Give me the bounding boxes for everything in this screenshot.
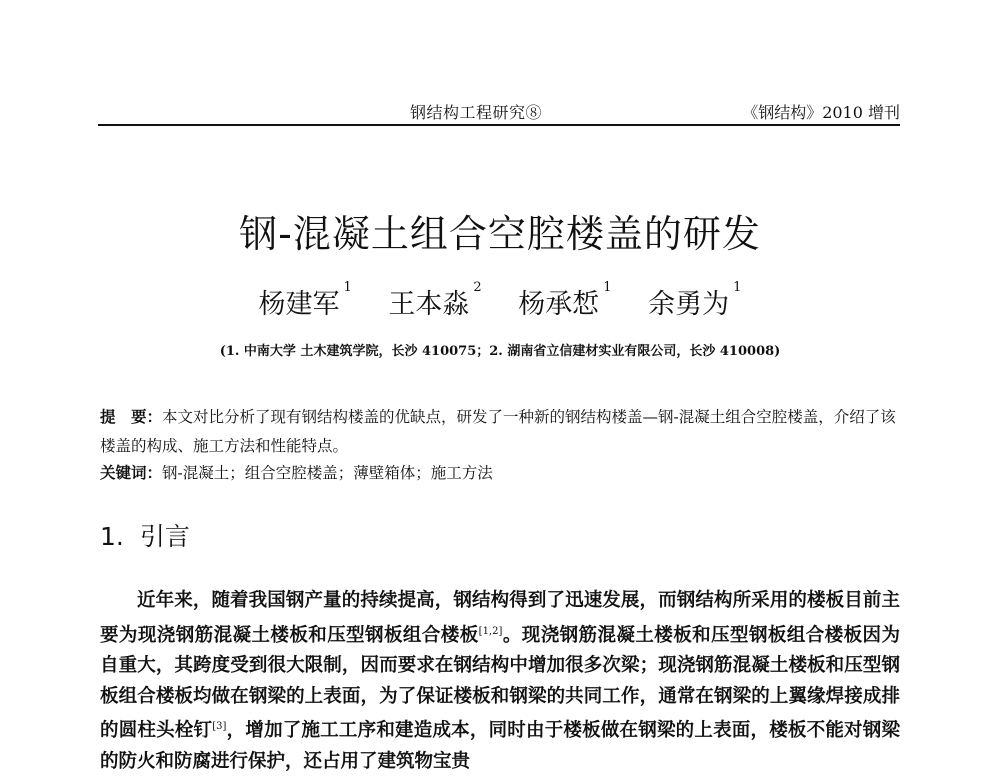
author-list (100, 282, 900, 321)
author (518, 282, 611, 321)
citation: [3] (212, 721, 227, 733)
intro-text-2: 。现浇钢筋混凝土楼板和压型钢板组合楼板因为自重大，其跨度受到很大限制，因而要求在钢结构中增加很多次梁；现浇钢筋混凝土楼板和压型钢板组合楼板均做在钢梁的上表面，为了保证楼板和钢梁的共同工作，通常在钢梁的上翼缘焊接成排的圆柱头栓钉 (100, 624, 900, 742)
running-header-journal: 《钢结构》2010 增刊 (742, 103, 900, 122)
abstract (100, 402, 900, 461)
section-title: 引言 (139, 522, 190, 551)
author-affiliation-mark: 1 (343, 280, 352, 295)
paper-title: 钢-混凝土组合空腔楼盖的研发 (239, 212, 761, 257)
abstract-label: 提 要： (100, 407, 163, 426)
author (388, 282, 481, 321)
section-heading (100, 517, 500, 553)
section-number: 1. (100, 522, 124, 551)
intro-paragraph (100, 586, 900, 777)
author-name: 杨建军 (258, 289, 340, 320)
author-name: 杨承惁 (518, 289, 600, 320)
author-name: 余勇为 (648, 289, 730, 320)
keywords (100, 458, 900, 488)
author-name: 王本淼 (388, 289, 470, 320)
keywords-label: 关键词： (100, 463, 163, 482)
author-affiliation-mark: 2 (473, 280, 482, 295)
intro-text-1: 近年来，随着我国钢产量的持续提高，钢结构得到了迅速发展，而钢结构所采用的楼板目前主要为现浇钢筋混凝土楼板和压型钢板组合楼板 (100, 590, 900, 646)
author (648, 282, 741, 321)
affiliation-line: (1. 中南大学 土木建筑学院，长沙 410075；2. 湖南省立信建材实业有限公司，长沙 410008) (219, 344, 781, 359)
author (259, 282, 352, 321)
intro-text-3: ，增加了施工工序和建造成本，同时由于楼板做在钢梁的上表面，楼板不能对钢梁的防火和防腐进行保护，还占用了建筑物宝贵 (100, 720, 900, 772)
header-rule (98, 124, 900, 126)
abstract-text: 本文对比分析了现有钢结构楼盖的优缺点，研发了一种新的钢结构楼盖—钢-混凝土组合空腔楼盖，介绍了该楼盖的构成、施工方法和性能特点。 (100, 408, 896, 455)
running-header-series: 钢结构工程研究⑧ (410, 103, 543, 122)
keywords-text: 钢-混凝土；组合空腔楼盖；薄壁箱体；施工方法 (162, 464, 493, 482)
author-affiliation-mark: 1 (603, 280, 612, 295)
citation: [1,2] (478, 625, 503, 637)
author-affiliation-mark: 1 (733, 280, 742, 295)
